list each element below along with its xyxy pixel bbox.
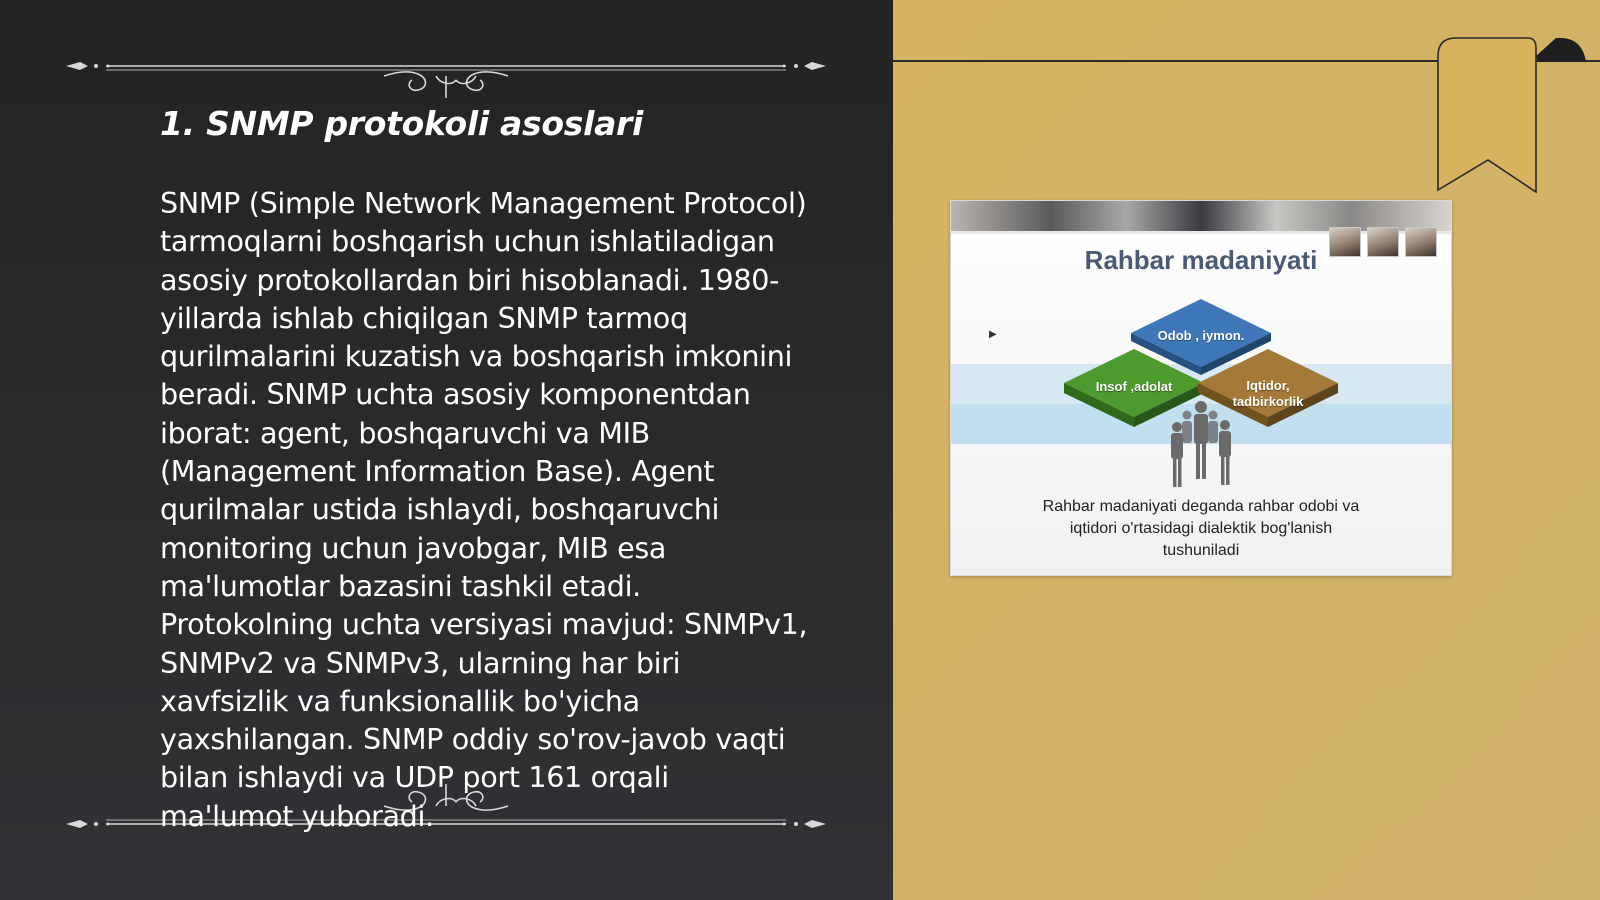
people-group-icon xyxy=(1171,401,1231,487)
ornament-divider-icon xyxy=(66,40,826,100)
bookmark-ribbon-icon xyxy=(1436,36,1586,196)
picture-card xyxy=(950,200,1452,576)
picture-caption: Rahbar madaniyati deganda rahbar odobi va iqtidori o'rtasidagi dialektik bog'lanish tushuniladi xyxy=(1042,498,1360,559)
slide-body-text: SNMP (Simple Network Management Protocol) tarmoqlarni boshqarish uchun ishlatiladigan asosiy protokollardan biri hisoblanadi. 1980-yillarda ishlab chiqilgan SNMP tarmoq qurilmalarini kuzatish va boshqarish imkonini beradi. SNMP uchta asosiy komponentdan iborat: agent, boshqaruvchi va MIB (Management Information Base). Agent qurilmalar ustida ishlaydi, boshqaruvchi monitoring uchun javobgar, MIB esa ma'lumotlar bazasini tashkil etadi. Protokolning uchta versiyasi mavjud: SNMPv1, SNMPv2 va SNMPv3, ularning har biri xavfsizlik va funksionallik bo'yicha yaxshilangan. SNMP oddiy so'rov-javob vaqti bilan ishlaydi va UDP port 161 orqali ma'lumot yuboradi. xyxy=(160,186,808,833)
diamond-label-right: Iqtidor, tadbirkorlik xyxy=(1232,378,1304,409)
slide-title: 1. SNMP protokoli asoslari xyxy=(160,104,644,143)
picture-title: Rahbar madaniyati xyxy=(1084,245,1318,275)
diamond-diagram xyxy=(951,291,1451,491)
diamond-label-left: Insof ,adolat xyxy=(1095,379,1173,394)
bullet-marker: ▶ xyxy=(989,329,997,340)
diamond-label-top: Odob , iymon. xyxy=(1157,328,1245,343)
